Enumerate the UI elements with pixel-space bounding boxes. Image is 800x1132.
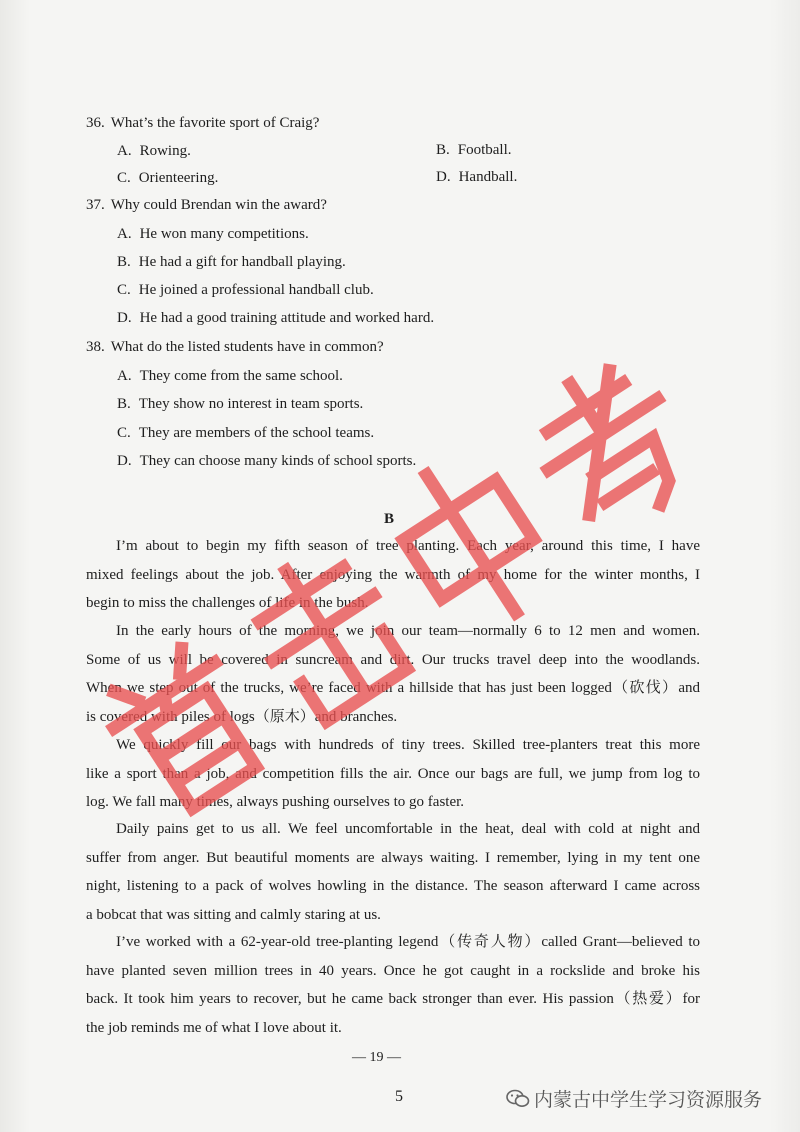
- option-text: They can choose many kinds of school sports.: [139, 453, 417, 469]
- paragraph-line: night, listening to a pack of wolves howling in the distance. The season afterward I came across: [86, 878, 700, 894]
- option-text: He had a gift for handball playing.: [138, 254, 346, 270]
- paragraph-line: like a sport than a job, and competition fills the air. Once our bags are full, we jump from log to: [86, 765, 700, 782]
- option-text: Rowing.: [139, 143, 191, 159]
- option-37-a: [117, 227, 309, 242]
- option-letter: D.: [436, 169, 451, 185]
- question-38: [86, 340, 384, 355]
- option-text: He had a good training attitude and worked hard.: [139, 310, 435, 326]
- question-text: What do the listed students have in common?: [110, 339, 384, 355]
- paragraph-2: [86, 617, 700, 731]
- paragraph-line: suffer from anger. But beautiful moments are always waiting. I remember, lying in my tent one: [86, 849, 700, 866]
- paragraph-line: the job reminds me of what I love about it.: [86, 1019, 342, 1036]
- paragraph-5: [86, 928, 700, 1042]
- option-text: Orienteering.: [138, 170, 219, 186]
- question-text: Why could Brendan win the award?: [110, 197, 327, 213]
- option-letter: B.: [117, 396, 131, 412]
- option-text: He won many competitions.: [139, 226, 309, 242]
- paragraph-3: [86, 731, 700, 817]
- paragraph-line: Daily pains get to us all. We feel uncomfortable in the heat, deal with cold at night and: [116, 821, 700, 837]
- option-text: They come from the same school.: [139, 368, 343, 384]
- section-title: B: [384, 511, 395, 527]
- option-38-b: [117, 397, 363, 412]
- watermark-glyph-4: [516, 349, 707, 546]
- booklet-page-number: — 19 —: [352, 1050, 401, 1065]
- paragraph-4: [86, 815, 700, 929]
- option-37-c: [117, 283, 374, 298]
- option-letter: A.: [117, 368, 132, 384]
- option-38-c: [117, 426, 374, 441]
- option-letter: C.: [117, 425, 131, 441]
- paragraph-line: have planted seven million trees in 40 years. Once he got caught in a rockslide and broke his: [86, 962, 700, 979]
- paragraph-line: a bobcat that was sitting and calmly staring at us.: [86, 906, 381, 923]
- option-letter: D.: [117, 310, 132, 326]
- option-36-d: [436, 170, 517, 185]
- option-letter: B.: [436, 142, 450, 158]
- option-text: Handball.: [458, 169, 518, 185]
- paragraph-1: [86, 532, 700, 618]
- option-letter: C.: [117, 282, 131, 298]
- question-37: [86, 198, 327, 213]
- wechat-icon: [506, 1089, 530, 1109]
- paragraph-line: We quickly fill our bags with hundreds of tiny trees. Skilled tree-planters treat this more: [116, 737, 700, 753]
- paragraph-line: When we step out of the trucks, we’re faced with a hillside that has just been logged（砍伐）and: [86, 680, 700, 696]
- option-text: They are members of the school teams.: [138, 425, 375, 441]
- option-text: He joined a professional handball club.: [138, 282, 374, 298]
- question-number: 38.: [86, 339, 105, 355]
- option-36-a: [117, 144, 191, 159]
- paragraph-line: log. We fall many times, always pushing ourselves to go faster.: [86, 794, 465, 810]
- paragraph-line: Some of us will be covered in suncream and dirt. Our trucks travel deep into the woodlands.: [86, 651, 700, 668]
- question-number: 37.: [86, 197, 105, 213]
- option-38-d: [117, 454, 416, 469]
- question-36: [86, 116, 319, 131]
- page-number: 5: [395, 1088, 403, 1105]
- option-37-b: [117, 255, 346, 270]
- option-letter: C.: [117, 170, 131, 186]
- option-36-c: [117, 171, 218, 186]
- option-letter: A.: [117, 143, 132, 159]
- option-38-a: [117, 369, 343, 384]
- paragraph-line: In the early hours of the morning, we join our team—normally 6 to 12 men and women.: [116, 623, 700, 639]
- question-text: What’s the favorite sport of Craig?: [110, 115, 320, 131]
- wechat-account-name: 内蒙古中学生学习资源服务: [534, 1089, 763, 1111]
- paragraph-line: I’m about to begin my fifth season of tree planting. Each year, around this time, I have: [116, 538, 700, 554]
- paragraph-line: I’ve worked with a 62-year-old tree-planting legend（传奇人物）called Grant—believed to: [116, 934, 700, 950]
- option-letter: D.: [117, 453, 132, 469]
- question-number: 36.: [86, 115, 105, 131]
- option-37-d: [117, 311, 434, 326]
- option-letter: A.: [117, 226, 132, 242]
- option-text: They show no interest in team sports.: [138, 396, 364, 412]
- paragraph-line: mixed feelings about the job. After enjoying the warmth of my home for the winter months, I: [86, 566, 700, 583]
- paragraph-line: begin to miss the challenges of life in the bush.: [86, 595, 369, 611]
- wechat-badge: [506, 1085, 762, 1112]
- option-36-b: [436, 143, 512, 158]
- option-letter: B.: [117, 254, 131, 270]
- paragraph-line: is covered with piles of logs（原木）and branches.: [86, 708, 398, 725]
- option-text: Football.: [457, 142, 512, 158]
- paragraph-line: back. It took him years to recover, but he came back stronger than ever. His passion（热爱）for: [86, 991, 700, 1007]
